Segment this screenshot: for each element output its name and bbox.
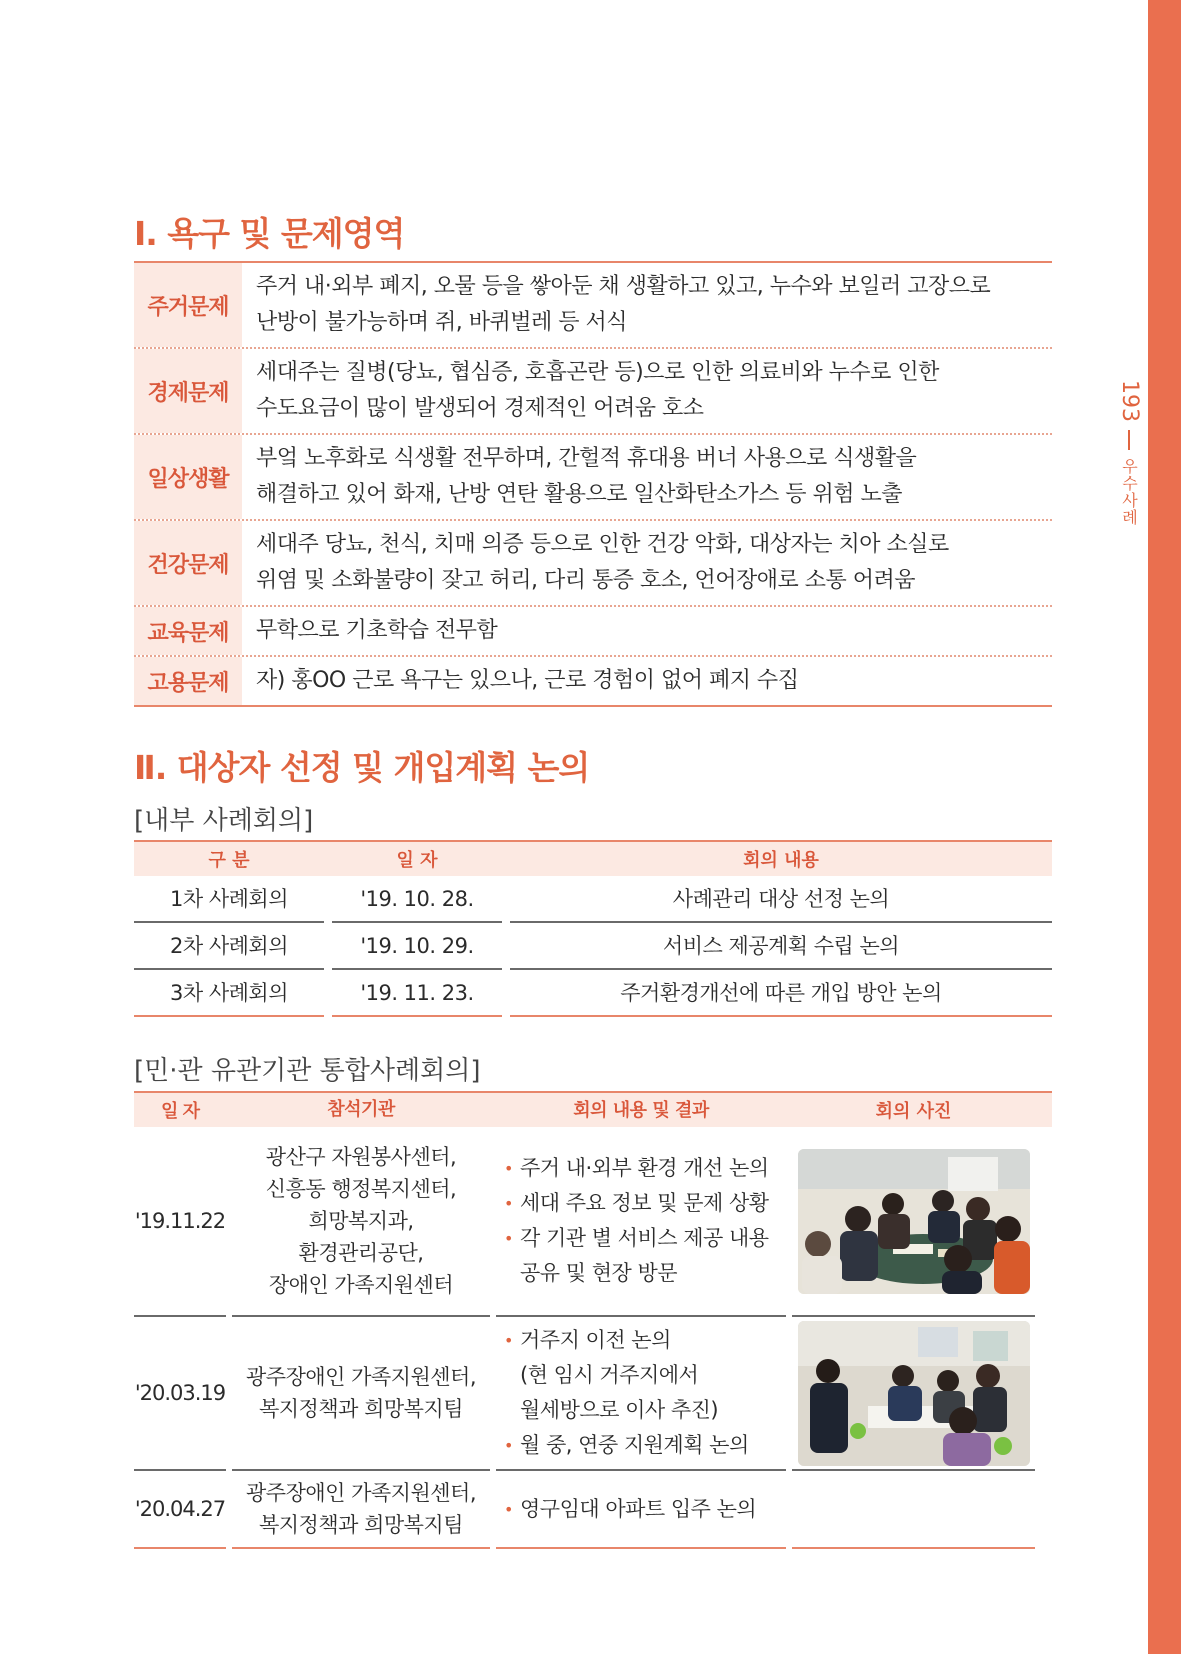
photo-cell [792, 1317, 1035, 1471]
meeting-type: 1차 사례회의 [134, 876, 324, 923]
joint-meeting-table [134, 1091, 1052, 1549]
problem-area-table [134, 261, 1052, 707]
list-item: • 세대 주요 정보 및 문제 상황 [504, 1186, 769, 1221]
problem-label: 교육문제 [134, 607, 242, 655]
meeting-content: 사례관리 대상 선정 논의 [510, 876, 1052, 923]
table-row [134, 1471, 1052, 1549]
section2-title: Ⅱ. 대상자 선정 및 개입계획 논의 [134, 748, 590, 787]
internal-meeting-table [134, 840, 1052, 1017]
problem-text: 주거 내·외부 폐지, 오물 등을 쌓아둔 채 생활하고 있고, 누수와 보일러 고장으로 난방이 불가능하며 쥐, 바퀴벌레 등 서식 [256, 274, 991, 335]
joint-results [496, 1127, 786, 1317]
meeting-content: 주거환경개선에 따른 개입 방안 논의 [510, 970, 1052, 1017]
joint-results [496, 1317, 786, 1471]
table-header [134, 840, 1052, 876]
meeting-content: 서비스 제공계획 수립 논의 [510, 923, 1052, 970]
joint-orgs: 광산구 자원봉사센터, 신흥동 행정복지센터, 희망복지과, 환경관리공단, 장애인 가족지원센터 [232, 1127, 490, 1317]
joint-orgs: 광주장애인 가족지원센터, 복지정책과 희망복지팀 [232, 1471, 490, 1549]
table-header [134, 1091, 1052, 1127]
internal-meeting-subtitle: [내부 사례회의] [134, 806, 314, 836]
problem-row [134, 435, 1052, 521]
joint-date: '20.04.27 [134, 1471, 226, 1549]
list-item: (현 임시 거주지에서 [520, 1363, 699, 1387]
problem-text: 무학으로 기초학습 전무함 [256, 618, 498, 643]
problem-row [134, 657, 1052, 705]
header-cell: 회의 내용 및 결과 [573, 1099, 709, 1121]
problem-text: 세대주는 질병(당뇨, 협심증, 호흡곤란 등)으로 인한 의료비와 누수로 인한 수도요금이 많이 발생되어 경제적인 어려움 호소 [256, 360, 939, 421]
table-row [134, 970, 1052, 1017]
problem-text: 부엌 노후화로 식생활 전무하며, 간헐적 휴대용 버너 사용으로 식생활을 해결하고 있어 화재, 난방 연탄 활용으로 일산화탄소가스 등 위험 노출 [256, 446, 917, 507]
header-cell: 구 분 [208, 850, 250, 871]
meeting-date: '19. 11. 23. [332, 970, 502, 1017]
problem-row [134, 521, 1052, 607]
problem-row [134, 349, 1052, 435]
meeting-type: 2차 사례회의 [134, 923, 324, 970]
problem-label: 경제문제 [134, 349, 242, 433]
header-cell: 참석기관 [327, 1099, 395, 1120]
meeting-date: '19. 10. 29. [332, 923, 502, 970]
list-item: • 월 중, 연중 지원계획 논의 [504, 1428, 749, 1463]
list-item: • 거주지 이전 논의 [504, 1323, 749, 1358]
joint-meeting-subtitle: [민·관 유관기관 통합사례회의] [134, 1056, 481, 1086]
page-marker [1117, 380, 1141, 526]
page-marker-divider [1128, 430, 1130, 450]
list-item: • 각 기관 별 서비스 제공 내용 [504, 1221, 769, 1256]
problem-label: 고용문제 [134, 657, 242, 705]
meeting-type: 3차 사례회의 [134, 970, 324, 1017]
problem-row [134, 607, 1052, 657]
section1-title: Ⅰ. 욕구 및 문제영역 [134, 214, 405, 253]
problem-text: 자) 홍OO 근로 욕구는 있으나, 근로 경험이 없어 폐지 수집 [256, 668, 799, 693]
list-item: • 주거 내·외부 환경 개선 논의 [504, 1151, 769, 1186]
joint-orgs: 광주장애인 가족지원센터, 복지정책과 희망복지팀 [232, 1317, 490, 1471]
page-category: 우수사례 [1119, 458, 1139, 526]
meeting-photo [798, 1149, 1030, 1294]
table-row [134, 1127, 1052, 1317]
joint-date: '20.03.19 [134, 1317, 226, 1471]
photo-cell [792, 1471, 1035, 1549]
meeting-date: '19. 10. 28. [332, 876, 502, 923]
problem-label: 건강문제 [134, 521, 242, 605]
joint-results [496, 1471, 786, 1549]
list-item: 월세방으로 이사 추진) [520, 1398, 719, 1422]
problem-text: 세대주 당뇨, 천식, 치매 의증 등으로 인한 건강 악화, 대상자는 치아 소실로 위염 및 소화불량이 잦고 허리, 다리 통증 호소, 언어장애로 소통 어려움 [256, 532, 949, 593]
meeting-photo [798, 1321, 1030, 1466]
list-item: 공유 및 현장 방문 [520, 1261, 678, 1285]
header-cell: 일 자 [160, 1101, 200, 1122]
table-row [134, 876, 1052, 923]
table-row [134, 1317, 1052, 1471]
page-number: 193 [1117, 380, 1142, 422]
problem-label: 일상생활 [134, 435, 242, 519]
side-accent-bar [1148, 0, 1181, 1654]
problem-label: 주거문제 [134, 263, 242, 347]
problem-row [134, 263, 1052, 349]
joint-date: '19.11.22 [134, 1127, 226, 1317]
photo-cell [792, 1127, 1035, 1317]
header-cell: 회의 내용 [743, 850, 819, 871]
list-item: • 영구임대 아파트 입주 논의 [504, 1492, 756, 1527]
header-cell: 일 자 [396, 850, 438, 871]
header-cell: 회의 사진 [875, 1101, 952, 1122]
table-row [134, 923, 1052, 970]
